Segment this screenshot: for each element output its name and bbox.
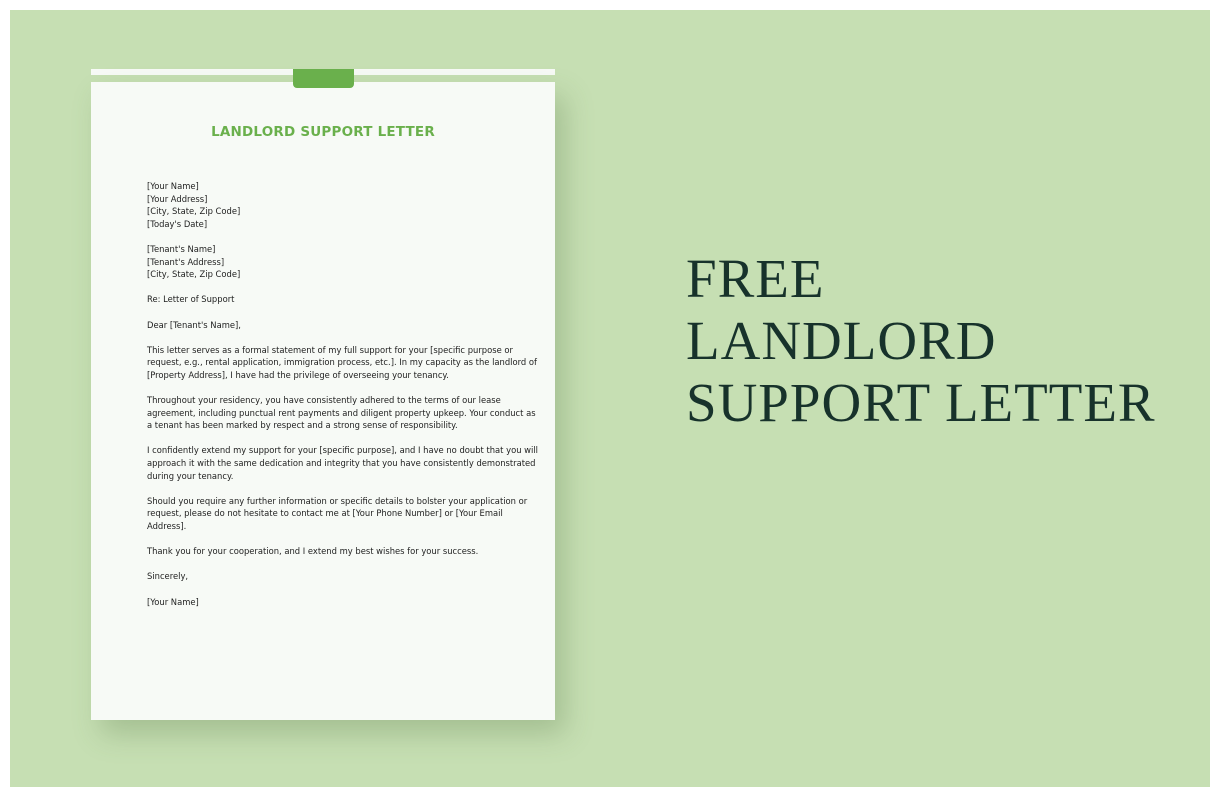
sender-block: [147, 180, 499, 230]
paragraph-line: [Property Address], I have had the privilege of overseeing your tenancy.: [147, 369, 449, 380]
signature: [Your Name]: [147, 596, 199, 607]
promo-headline: [686, 248, 1156, 434]
headline-line-2: LANDLORD: [686, 310, 997, 371]
paragraph-line: I confidently extend my support for your [specific purpose], and I have no doubt that you will: [147, 445, 539, 456]
letter-page: [91, 82, 555, 720]
sender-city-state-zip: [City, State, Zip Code]: [147, 206, 241, 217]
sender-address: [Your Address]: [147, 193, 208, 204]
recipient-name: [Tenant's Name]: [147, 243, 216, 254]
paragraph-line: request, e.g., rental application, immigration process, etc.]. In my capacity as the landlord of: [147, 357, 537, 368]
paragraph-line: Thank you for your cooperation, and I extend my best wishes for your success.: [147, 546, 479, 557]
body-paragraph-2: [147, 394, 536, 432]
sender-name: [Your Name]: [147, 181, 199, 191]
recipient-city-state-zip: [City, State, Zip Code]: [147, 269, 241, 280]
paragraph-line: a tenant has been marked by respect and a strong sense of responsibility.: [147, 420, 458, 431]
subject-line: Re: Letter of Support: [147, 294, 235, 305]
banner-background: [10, 10, 1210, 787]
headline-line-3: SUPPORT LETTER: [686, 372, 1156, 433]
letter-body: [147, 180, 539, 608]
body-paragraph-5: [147, 545, 499, 558]
document-title: LANDLORD SUPPORT LETTER: [211, 124, 435, 140]
body-paragraph-1: [147, 344, 537, 382]
headline-line-1: FREE: [686, 248, 825, 309]
paragraph-line: Should you require any further information or specific details to bolster your application or: [147, 495, 528, 506]
letter-date: [Today's Date]: [147, 218, 208, 229]
recipient-address: [Tenant's Address]: [147, 256, 225, 267]
paragraph-line: This letter serves as a formal statement of my full support for your [specific purpose or: [147, 344, 513, 355]
body-paragraph-4: [147, 495, 528, 533]
body-paragraph-3: [147, 444, 539, 482]
paragraph-line: approach it with the same dedication and integrity that you have consistently demonstrated: [147, 458, 536, 469]
recipient-block: [147, 243, 499, 281]
paragraph-line: agreement, including punctual rent payments and diligent property upkeep. Your conduct as: [147, 407, 536, 418]
paragraph-line: Throughout your residency, you have consistently adhered to the terms of our lease: [147, 395, 501, 406]
paragraph-line: request, please do not hesitate to contact me at [Your Phone Number] or [Your Email: [147, 508, 503, 519]
salutation: Dear [Tenant's Name],: [147, 319, 241, 330]
paragraph-line: during your tenancy.: [147, 470, 234, 481]
paper-clip-tab: [293, 69, 354, 88]
paragraph-line: Address].: [147, 521, 187, 532]
closing: Sincerely,: [147, 571, 189, 582]
